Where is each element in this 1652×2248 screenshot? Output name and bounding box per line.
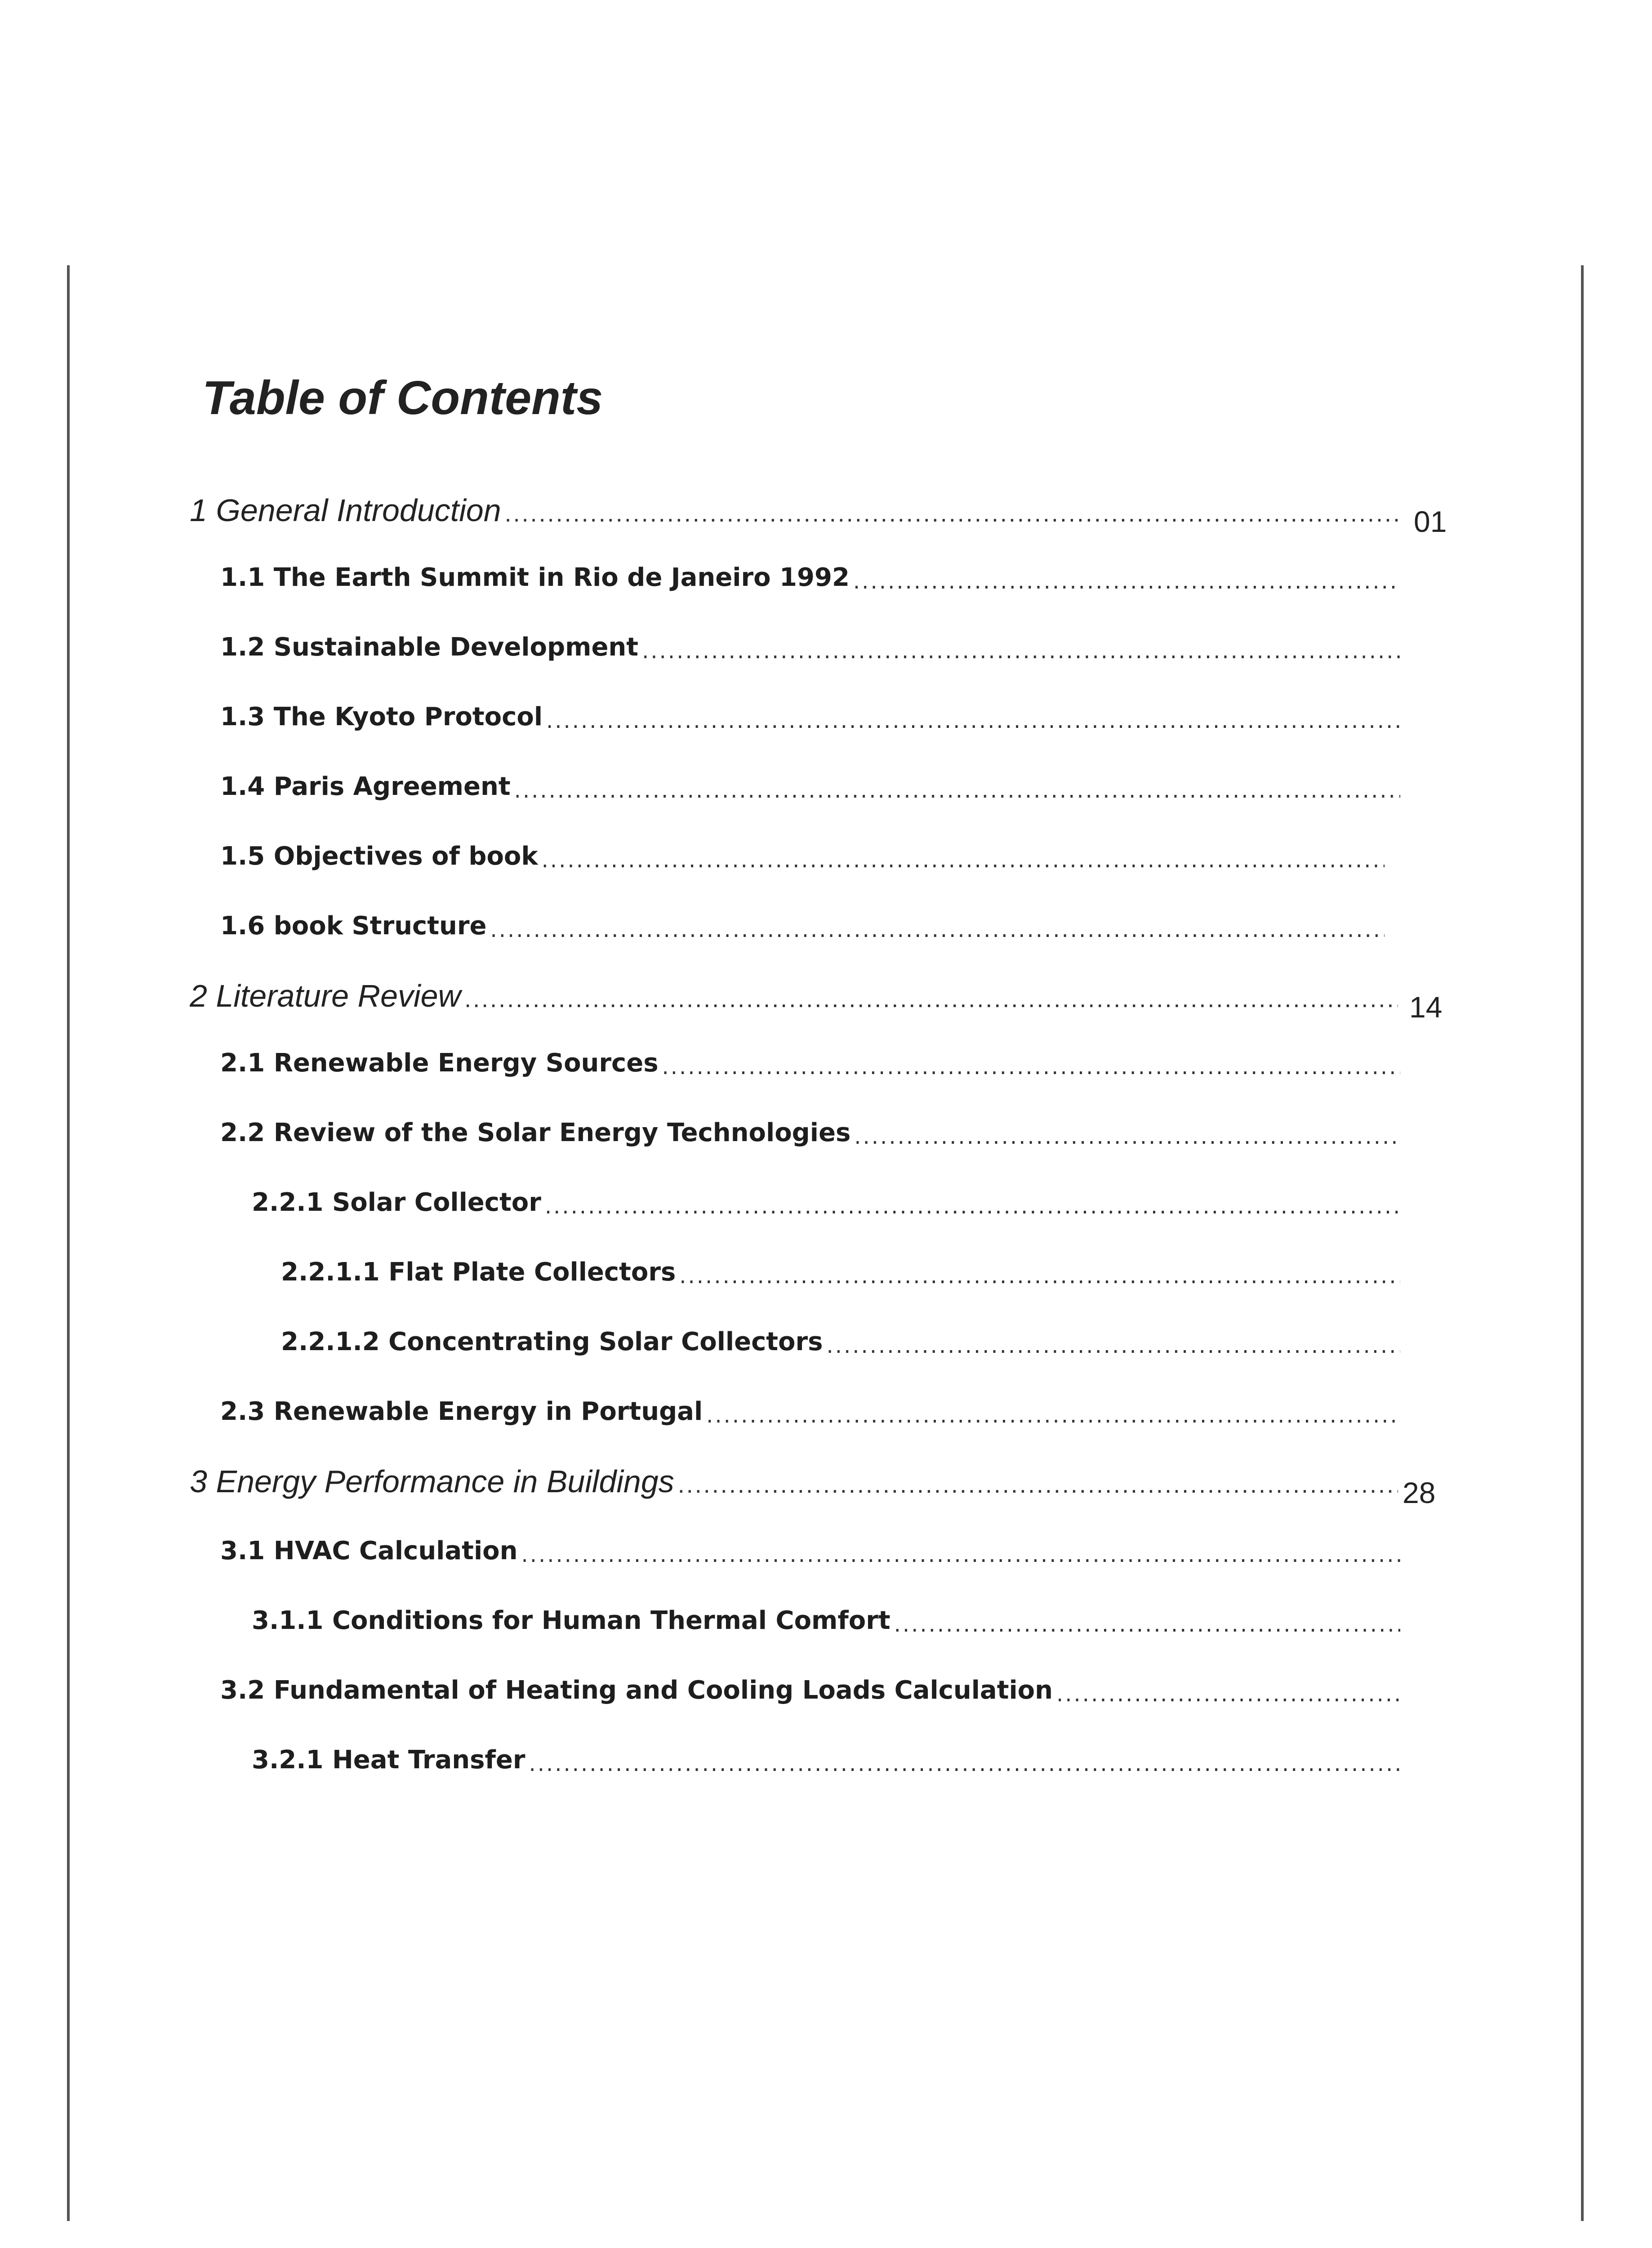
toc-entry-section-2-2[interactable] [220, 1111, 1400, 1155]
dot-leader [854, 1118, 1400, 1155]
toc-entry-section-1-5[interactable] [220, 834, 1385, 879]
dot-leader [464, 980, 1398, 1018]
toc-entry-section-1-1[interactable] [220, 555, 1400, 600]
dot-leader [545, 1187, 1400, 1225]
dot-leader [826, 1327, 1400, 1365]
dot-leader [662, 1048, 1400, 1086]
dot-leader [514, 772, 1400, 809]
right-margin-rule [1581, 265, 1584, 2221]
toc-entry-section-3-2-1[interactable] [252, 1738, 1400, 1783]
toc-entry-label: 1.6 book Structure [220, 911, 487, 941]
toc-entry-section-1-4[interactable] [220, 764, 1400, 809]
toc-entry-section-2-2-1-2[interactable] [281, 1320, 1400, 1365]
left-margin-rule [67, 265, 70, 2221]
toc-entry-section-2-1[interactable] [220, 1041, 1400, 1086]
toc-entry-label: 1.1 The Earth Summit in Rio de Janeiro 1992 [220, 563, 850, 592]
dot-leader [521, 1536, 1400, 1574]
dot-leader [679, 1257, 1400, 1295]
toc-entry-section-1-6[interactable] [220, 904, 1385, 949]
toc-entry-label: 3 Energy Performance in Buildings [190, 1464, 674, 1499]
toc-entry-label: 1.4 Paris Agreement [220, 772, 511, 801]
dot-leader [853, 562, 1400, 600]
dot-leader [894, 1606, 1400, 1643]
toc-entry-label: 3.2 Fundamental of Heating and Cooling Loads Calculation [220, 1676, 1053, 1705]
dot-leader [706, 1396, 1400, 1434]
toc-entry-section-3-2[interactable] [220, 1668, 1400, 1713]
toc-page-number: 14 [1409, 990, 1443, 1024]
toc-entry-label: 1.5 Objectives of book [220, 842, 538, 871]
toc-entry-label: 2 Literature Review [190, 978, 461, 1013]
toc-entry-label: 3.2.1 Heat Transfer [252, 1745, 525, 1775]
toc-entry-label: 2.2 Review of the Solar Energy Technologies [220, 1118, 851, 1147]
toc-entry-label: 2.1 Renewable Energy Sources [220, 1048, 659, 1078]
dot-leader [546, 702, 1400, 740]
toc-entry-section-1-2[interactable] [220, 625, 1400, 670]
toc-entry-chapter-1[interactable] [190, 488, 1398, 533]
dot-leader [505, 494, 1398, 533]
toc-page-number: 01 [1414, 505, 1447, 538]
toc-entry-label: 2.2.1.1 Flat Plate Collectors [281, 1258, 676, 1287]
toc-entry-label: 3.1 HVAC Calculation [220, 1536, 518, 1566]
toc-entry-section-2-2-1-1[interactable] [281, 1250, 1400, 1295]
toc-entry-section-1-3[interactable] [220, 695, 1400, 740]
page-title: Table of Contents [202, 371, 603, 424]
toc-entry-label: 3.1.1 Conditions for Human Thermal Comfort [252, 1606, 891, 1635]
toc-entry-section-2-2-1[interactable] [252, 1180, 1400, 1225]
toc-entry-label: 2.3 Renewable Energy in Portugal [220, 1397, 703, 1426]
toc-page-number: 28 [1403, 1476, 1436, 1509]
toc-entry-label: 2.2.1 Solar Collector [252, 1188, 541, 1217]
dot-leader [642, 632, 1400, 670]
dot-leader [529, 1745, 1400, 1783]
dot-leader [542, 841, 1385, 879]
toc-entry-label: 1 General Introduction [190, 493, 501, 528]
toc-entry-label: 1.2 Sustainable Development [220, 633, 639, 662]
dot-leader [490, 911, 1385, 949]
toc-entry-label: 1.3 The Kyoto Protocol [220, 702, 543, 731]
toc-entry-section-3-1-1[interactable] [252, 1598, 1400, 1643]
toc-entry-chapter-3[interactable] [190, 1459, 1398, 1504]
toc-entry-section-2-3[interactable] [220, 1389, 1400, 1434]
dot-leader [678, 1465, 1398, 1504]
toc-entry-label: 2.2.1.2 Concentrating Solar Collectors [281, 1327, 823, 1356]
dot-leader [1056, 1675, 1400, 1713]
toc-entry-section-3-1[interactable] [220, 1529, 1400, 1574]
toc-entry-chapter-2[interactable] [190, 973, 1398, 1018]
